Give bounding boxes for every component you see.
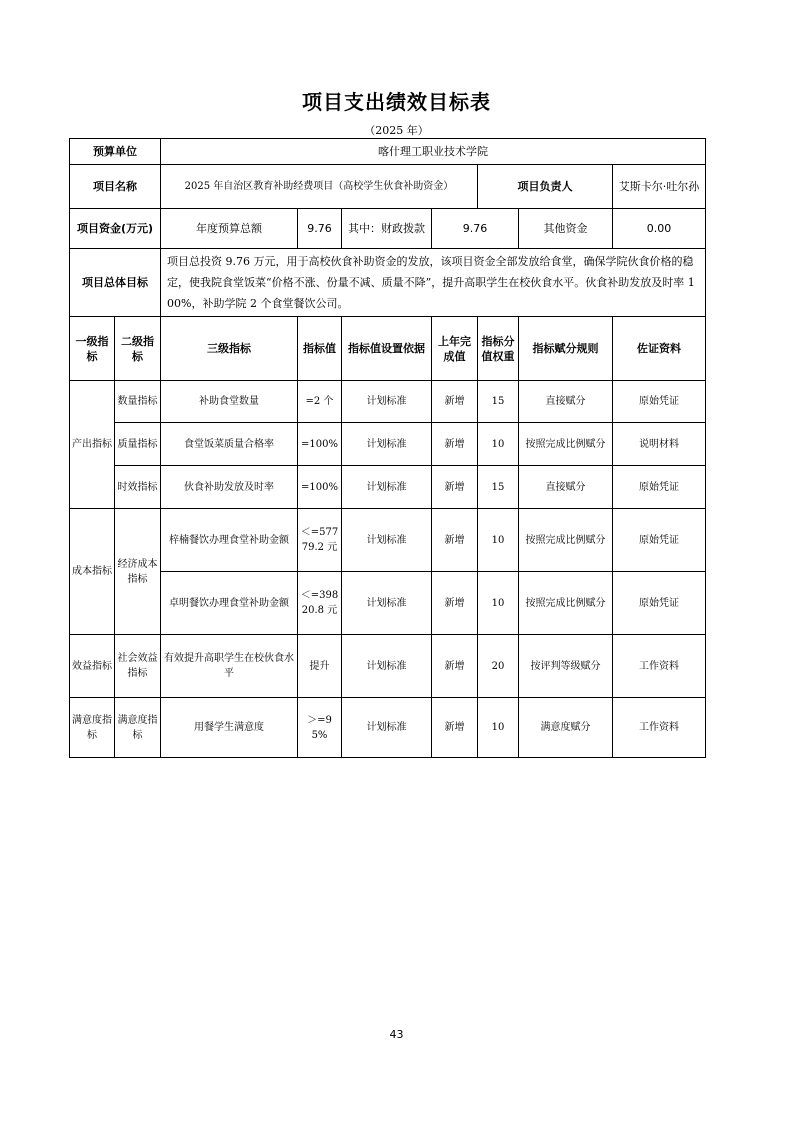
indicator-weight: 10 [478, 423, 519, 466]
indicator-basis: 计划标准 [342, 698, 432, 758]
evidence: 工作资料 [613, 698, 706, 758]
indicator-basis: 计划标准 [342, 572, 432, 635]
budget-unit-value: 喀什理工职业技术学院 [161, 139, 706, 165]
budget-unit-label: 预算单位 [70, 139, 161, 165]
scoring-rule: 按评判等级赋分 [519, 635, 613, 698]
indicator-value: =2 个 [298, 381, 342, 423]
header-value: 指标值 [298, 317, 342, 381]
overall-goal-label: 项目总体目标 [70, 249, 161, 317]
level2-indicator: 时效指标 [115, 466, 161, 509]
indicator-basis: 计划标准 [342, 466, 432, 509]
scoring-rule: 按照完成比例赋分 [519, 509, 613, 572]
last-year-value: 新增 [432, 509, 478, 572]
level2-indicator: 质量指标 [115, 423, 161, 466]
project-name-value: 2025 年自治区教育补助经费项目（高校学生伙食补助资金） [161, 165, 478, 209]
evidence: 原始凭证 [613, 381, 706, 423]
indicator-weight: 10 [478, 509, 519, 572]
level2-indicator: 数量指标 [115, 381, 161, 423]
indicator-basis: 计划标准 [342, 509, 432, 572]
fiscal-funds-value: 9.76 [432, 209, 519, 249]
performance-target-table [69, 138, 706, 758]
other-funds-value: 0.00 [613, 209, 706, 249]
last-year-value: 新增 [432, 381, 478, 423]
indicator-value: =100% [298, 466, 342, 509]
overall-goal-text: 项目总投资 9.76 万元，用于高校伙食补助资金的发放，该项目资金全部发放给食堂，确保学院伙食价格的稳定，使我院食堂饭菜“价格不涨、份量不减、质量不降”，提升高职学生在校伙食水平。伙食补助发放及时率 100%，补助学院 2 个食堂餐饮公司。 [161, 249, 706, 317]
other-funds-label: 其他资金 [519, 209, 613, 249]
project-name-label: 项目名称 [70, 165, 161, 209]
scoring-rule: 直接赋分 [519, 466, 613, 509]
level3-indicator: 伙食补助发放及时率 [161, 466, 298, 509]
scoring-rule: 按照完成比例赋分 [519, 423, 613, 466]
indicator-value: ＞=95% [298, 698, 342, 758]
header-basis: 指标值设置依据 [342, 317, 432, 381]
indicator-basis: 计划标准 [342, 635, 432, 698]
level3-indicator: 有效提升高职学生在校伙食水平 [161, 635, 298, 698]
project-leader-value: 艾斯卡尔·吐尔孙 [613, 165, 706, 209]
header-last-year: 上年完成值 [432, 317, 478, 381]
scoring-rule: 直接赋分 [519, 381, 613, 423]
group-benefit-indicator: 效益指标 [70, 635, 115, 698]
indicator-weight: 20 [478, 635, 519, 698]
header-scoring-rule: 指标赋分规则 [519, 317, 613, 381]
group-satisfaction-indicator: 满意度指标 [70, 698, 115, 758]
last-year-value: 新增 [432, 423, 478, 466]
level2-indicator: 社会效益指标 [115, 635, 161, 698]
evidence: 说明材料 [613, 423, 706, 466]
evidence: 原始凭证 [613, 572, 706, 635]
header-level3: 三级指标 [161, 317, 298, 381]
header-evidence: 佐证资料 [613, 317, 706, 381]
indicator-weight: 15 [478, 466, 519, 509]
last-year-value: 新增 [432, 572, 478, 635]
evidence: 原始凭证 [613, 466, 706, 509]
level2-indicator: 满意度指标 [115, 698, 161, 758]
scoring-rule: 按照完成比例赋分 [519, 572, 613, 635]
project-funds-label: 项目资金(万元) [70, 209, 161, 249]
indicator-weight: 10 [478, 698, 519, 758]
evidence: 原始凭证 [613, 509, 706, 572]
level3-indicator: 食堂饭菜质量合格率 [161, 423, 298, 466]
level2-indicator: 经济成本指标 [115, 509, 161, 635]
level3-indicator: 卓明餐饮办理食堂补助金额 [161, 572, 298, 635]
year-label: （2025 年） [364, 124, 429, 137]
last-year-value: 新增 [432, 698, 478, 758]
last-year-value: 新增 [432, 466, 478, 509]
page-title: 项目支出绩效目标表 [302, 90, 491, 114]
header-level2: 二级指标 [115, 317, 161, 381]
page-number: 43 [389, 1028, 404, 1041]
indicator-weight: 15 [478, 381, 519, 423]
indicator-basis: 计划标准 [342, 381, 432, 423]
fiscal-funds-label: 其中：财政拨款 [342, 209, 432, 249]
annual-budget-value: 9.76 [298, 209, 342, 249]
group-output-indicator: 产出指标 [70, 381, 115, 509]
scoring-rule: 满意度赋分 [519, 698, 613, 758]
header-level1: 一级指标 [70, 317, 115, 381]
group-cost-indicator: 成本指标 [70, 509, 115, 635]
indicator-value: =100% [298, 423, 342, 466]
level3-indicator: 补助食堂数量 [161, 381, 298, 423]
indicator-value: ＜=57779.2 元 [298, 509, 342, 572]
evidence: 工作资料 [613, 635, 706, 698]
level3-indicator: 梓楠餐饮办理食堂补助金额 [161, 509, 298, 572]
indicator-value: ＜=39820.8 元 [298, 572, 342, 635]
indicator-value: 提升 [298, 635, 342, 698]
level3-indicator: 用餐学生满意度 [161, 698, 298, 758]
project-leader-label: 项目负责人 [478, 165, 613, 209]
annual-budget-label: 年度预算总额 [161, 209, 298, 249]
header-weight: 指标分值权重 [478, 317, 519, 381]
last-year-value: 新增 [432, 635, 478, 698]
indicator-weight: 10 [478, 572, 519, 635]
indicator-basis: 计划标准 [342, 423, 432, 466]
